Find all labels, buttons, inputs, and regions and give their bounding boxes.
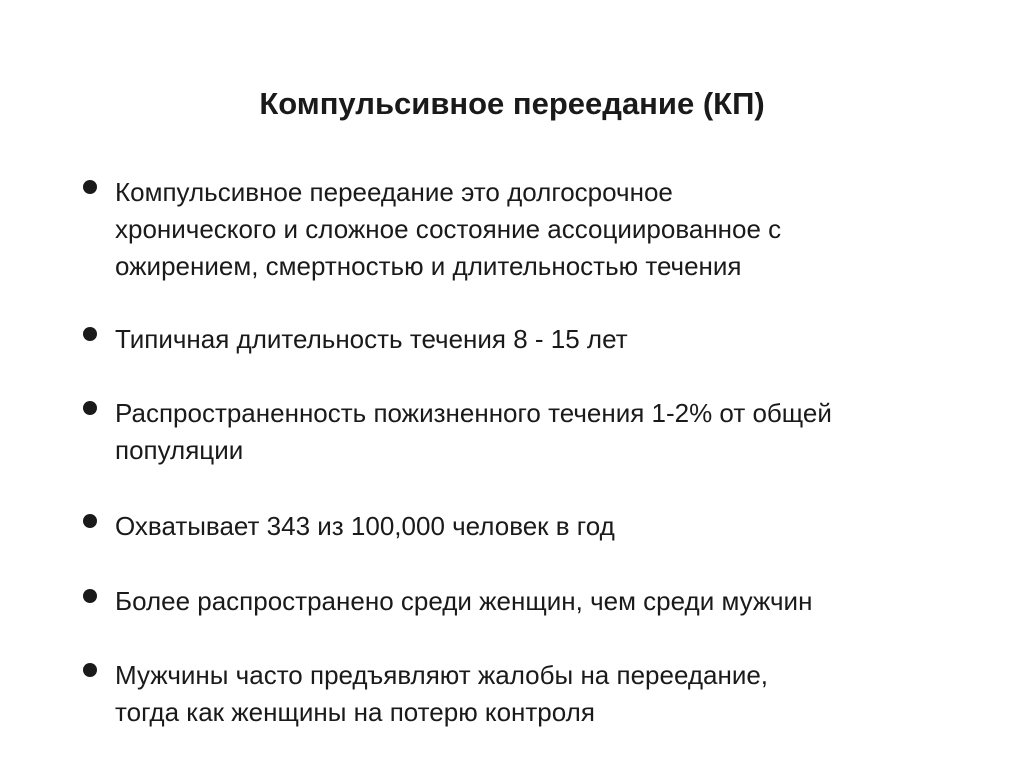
bullet-text [115,657,975,731]
bullet-text [115,583,975,620]
bullet-line: Компульсивное переедание это долгосрочное [115,177,673,207]
bullet-line: тогда как женщины на потерю контроля [115,697,595,727]
bullet-line: Более распространено среди женщин, чем среди мужчин [115,586,813,616]
bullet-line: популяции [115,435,244,465]
bullet-line: Мужчины часто предъявляют жалобы на переедание, [115,660,769,690]
bullet-dot-icon [83,589,97,603]
bullet-line: Типичная длительность течения 8 - 15 лет [115,324,628,354]
bullet-dot-icon [83,401,97,415]
slide-title: Компульсивное переедание (КП) [259,86,765,121]
bullet-line: Охватывает 343 из 100,000 человек в год [115,511,615,541]
bullet-line: Распространенность пожизненного течения 1-2% от общей [115,398,832,428]
bullet-text [115,174,975,285]
bullet-text [115,395,975,469]
bullet-dot-icon [83,663,97,677]
bullet-line: ожирением, смертностью и длительностью течения [115,251,742,281]
bullet-dot-icon [83,180,97,194]
bullet-text [115,508,975,545]
bullet-dot-icon [83,514,97,528]
bullet-text [115,321,975,358]
bullet-line: хронического и сложное состояние ассоциированное с [115,214,782,244]
bullet-dot-icon [83,327,97,341]
